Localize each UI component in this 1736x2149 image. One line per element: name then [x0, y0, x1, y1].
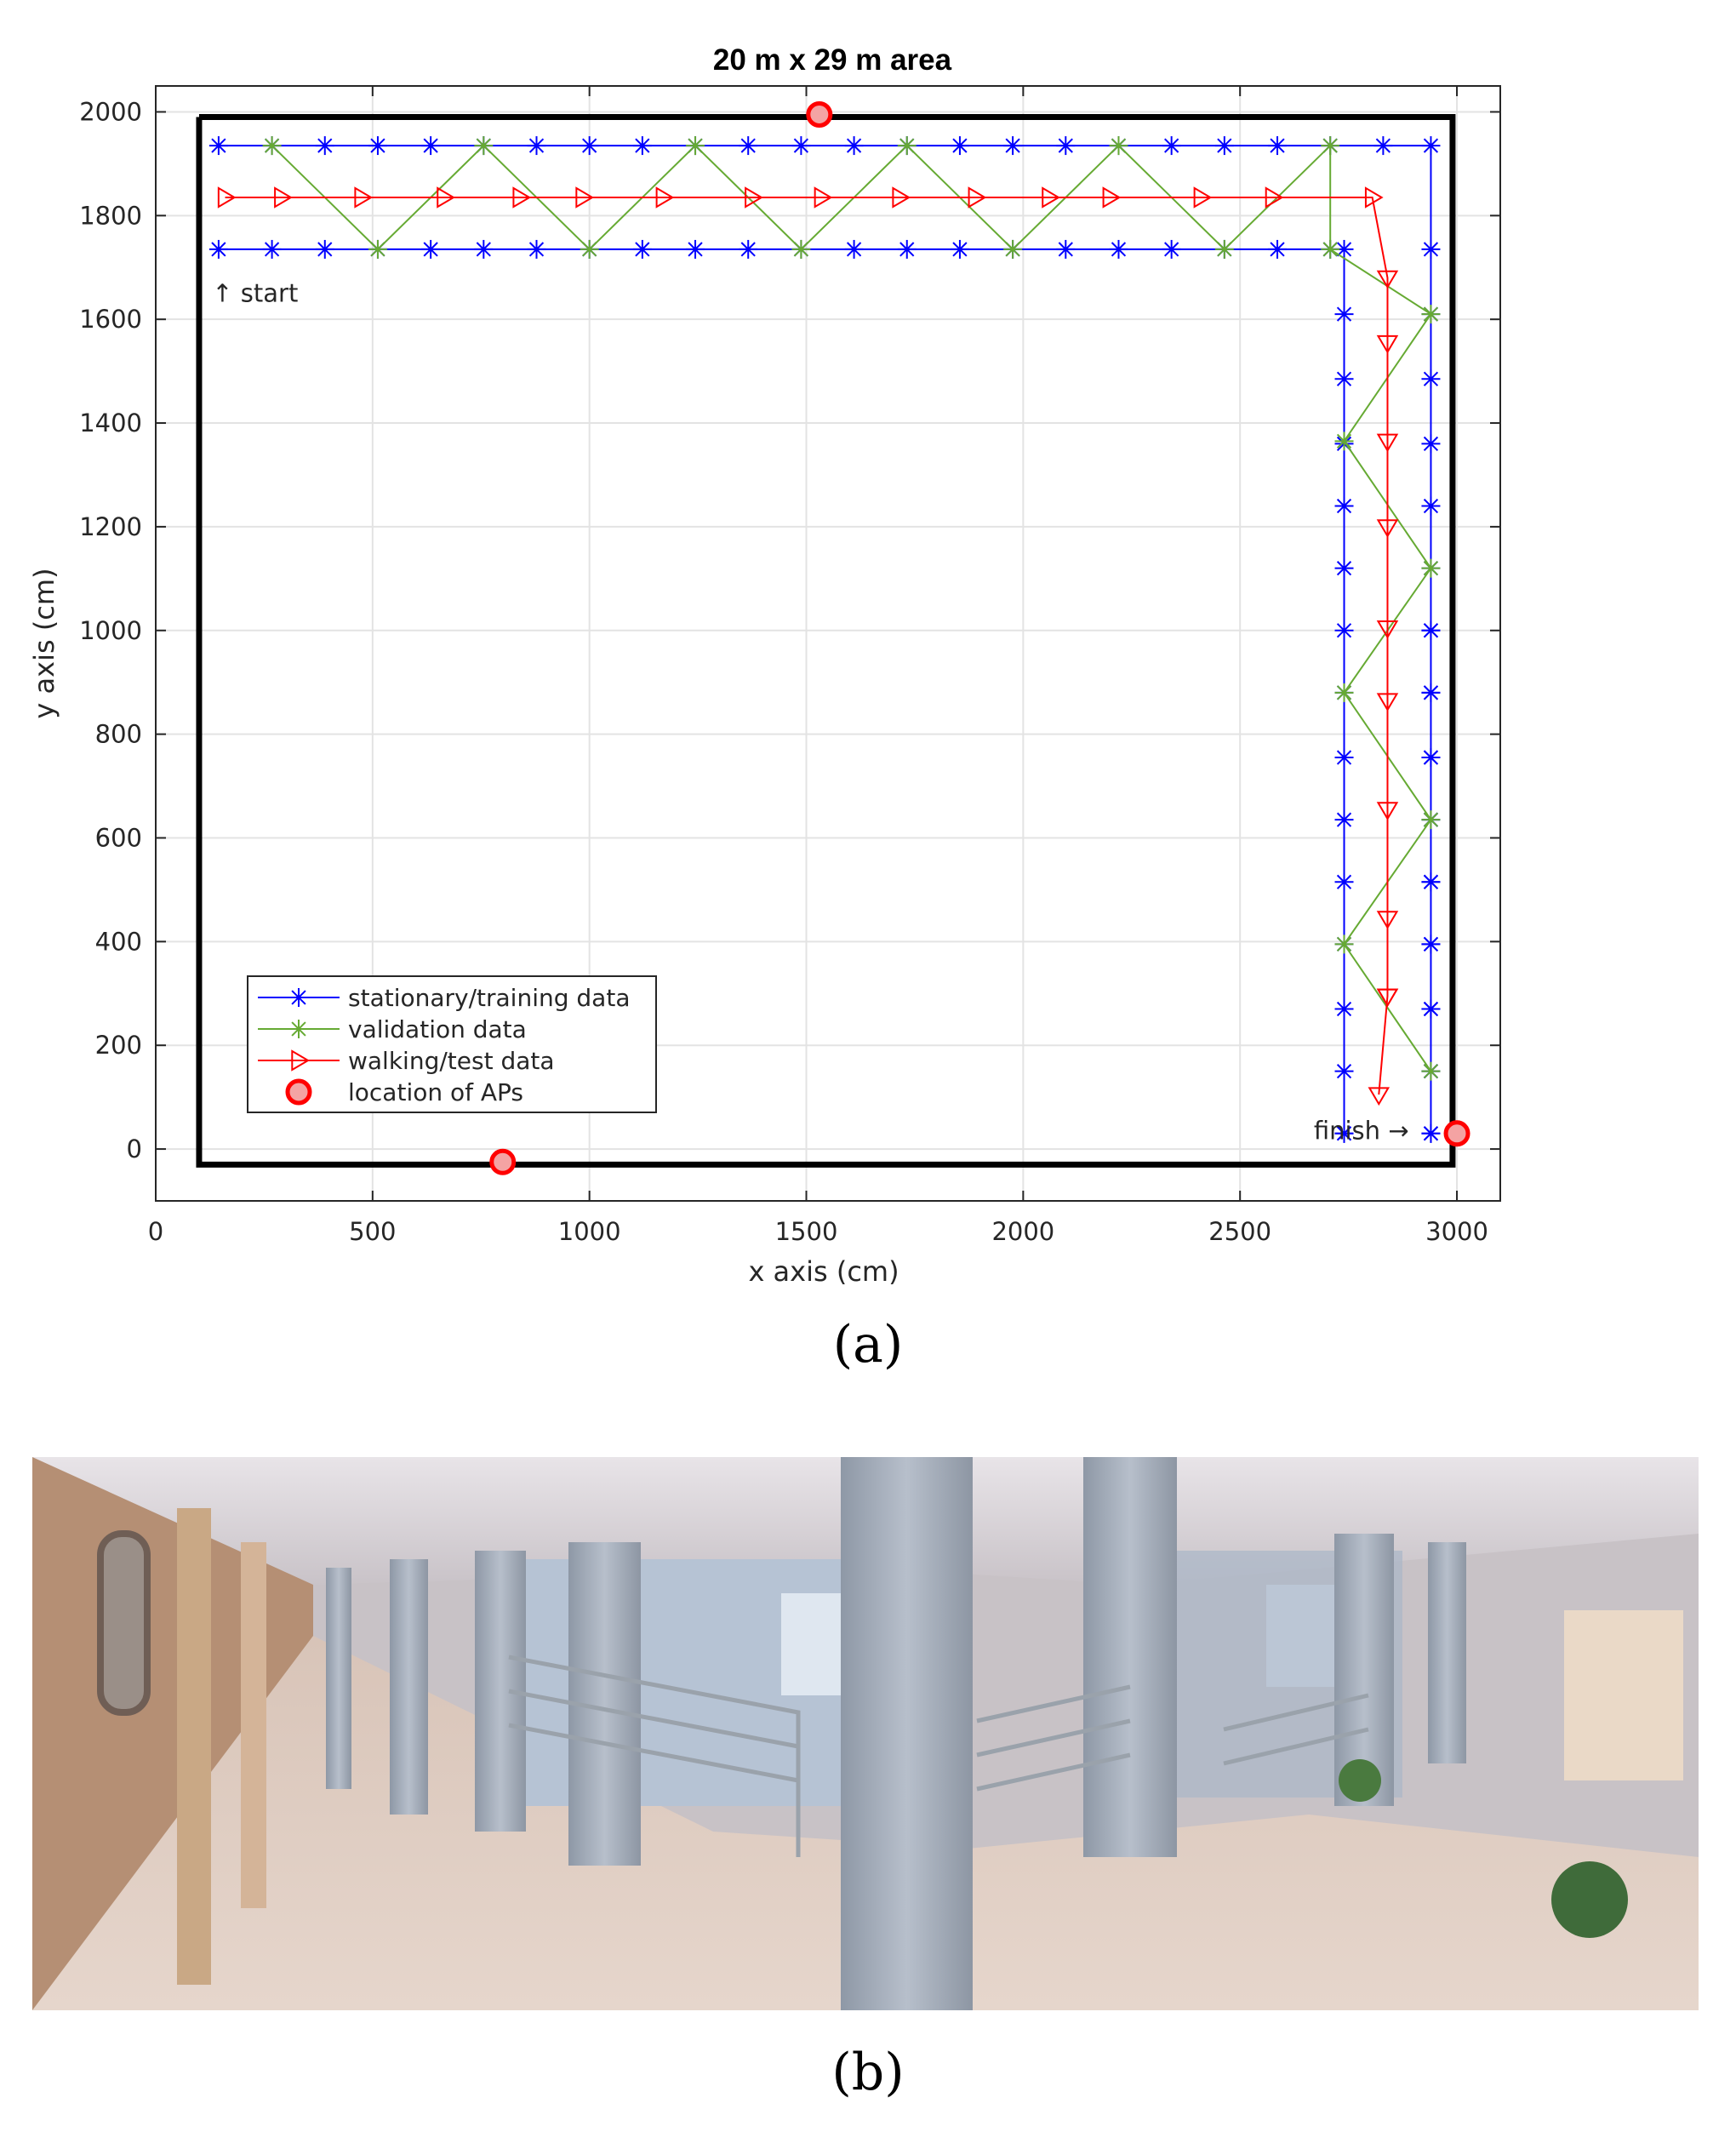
ap-point	[1446, 1123, 1468, 1145]
training-point	[1421, 683, 1440, 702]
training-point	[1421, 497, 1440, 516]
validation-point	[791, 240, 810, 259]
training-point	[845, 136, 864, 155]
training-point	[1421, 621, 1440, 640]
y-tick-label: 1000	[79, 615, 142, 645]
training-point	[1335, 559, 1354, 578]
training-point	[1268, 136, 1287, 155]
legend-label: location of APs	[348, 1078, 524, 1106]
training-point	[1421, 240, 1440, 259]
training-point	[1421, 369, 1440, 388]
training-point	[951, 136, 969, 155]
y-tick-label: 800	[94, 719, 142, 749]
legend-label: stationary/training data	[348, 984, 631, 1012]
validation-point	[368, 240, 387, 259]
validation-point	[1321, 240, 1339, 259]
training-point	[1056, 240, 1075, 259]
y-axis-label: y axis (cm)	[28, 568, 60, 719]
x-tick-label: 0	[147, 1217, 164, 1246]
training-point	[951, 240, 969, 259]
x-tick-label: 2500	[1208, 1217, 1272, 1246]
panel-label-b: (b)	[831, 2043, 905, 2102]
training-point	[1421, 934, 1440, 953]
training-point	[1056, 136, 1075, 155]
training-point	[263, 240, 282, 259]
training-point	[316, 240, 334, 259]
ap-point	[492, 1151, 514, 1173]
y-tick-label: 1200	[79, 512, 142, 541]
x-tick-label: 1000	[557, 1217, 621, 1246]
y-tick-label: 0	[126, 1135, 142, 1164]
legend-swatch-marker	[288, 1081, 310, 1103]
training-point	[474, 240, 493, 259]
validation-point	[1335, 683, 1354, 702]
y-tick-label: 200	[94, 1031, 142, 1060]
validation-point	[686, 136, 705, 155]
annotation-finish: finish →	[1313, 1116, 1409, 1146]
validation-point	[1109, 136, 1128, 155]
training-point	[633, 240, 652, 259]
training-point	[1003, 136, 1022, 155]
panel-label-a: (a)	[832, 1315, 904, 1375]
training-point	[1421, 872, 1440, 891]
y-tick-label: 1400	[79, 409, 142, 438]
legend-label: validation data	[348, 1015, 527, 1043]
validation-point	[1215, 240, 1234, 259]
y-tick-label: 2000	[79, 97, 142, 127]
training-point	[686, 240, 705, 259]
training-point	[1335, 369, 1354, 388]
training-point	[1335, 621, 1354, 640]
training-point	[421, 240, 440, 259]
x-tick-label: 2000	[991, 1217, 1055, 1246]
training-point	[1421, 1000, 1440, 1019]
x-tick-label: 500	[349, 1217, 397, 1246]
validation-point	[1421, 1062, 1440, 1081]
validation-point	[580, 240, 599, 259]
validation-point	[263, 136, 282, 155]
validation-point	[474, 136, 493, 155]
ap-point	[808, 104, 831, 126]
legend-label: walking/test data	[348, 1047, 555, 1075]
training-point	[1268, 240, 1287, 259]
validation-point	[1421, 559, 1440, 578]
training-point	[1335, 305, 1354, 323]
legend-swatch-marker	[289, 1020, 308, 1038]
training-point	[580, 136, 599, 155]
training-point	[739, 136, 757, 155]
training-point	[1109, 240, 1128, 259]
training-point	[1162, 136, 1181, 155]
training-point	[316, 136, 334, 155]
validation-point	[1003, 240, 1022, 259]
training-point	[1335, 810, 1354, 829]
training-point	[1335, 1062, 1354, 1081]
training-point	[791, 136, 810, 155]
training-point	[1335, 748, 1354, 767]
validation-point	[898, 136, 917, 155]
training-point	[1421, 1124, 1440, 1143]
training-point	[368, 136, 387, 155]
corridor-photo	[32, 1457, 1699, 2010]
training-point	[1215, 136, 1234, 155]
y-tick-label: 1800	[79, 201, 142, 231]
x-tick-label: 3000	[1425, 1217, 1488, 1246]
training-point	[209, 136, 228, 155]
training-point	[527, 240, 545, 259]
legend	[248, 976, 656, 1112]
training-point	[898, 240, 917, 259]
training-point	[845, 240, 864, 259]
annotation-start: ↑ start	[212, 278, 299, 308]
chart-title: 20 m x 29 m area	[712, 43, 952, 77]
training-point	[1335, 1000, 1354, 1019]
training-point	[1421, 434, 1440, 453]
training-point	[1335, 872, 1354, 891]
validation-point	[1335, 432, 1354, 450]
x-tick-label: 1500	[774, 1217, 838, 1246]
training-point	[527, 136, 545, 155]
x-axis-label: x axis (cm)	[748, 1255, 899, 1288]
y-tick-label: 600	[94, 823, 142, 853]
training-point	[1421, 748, 1440, 767]
training-point	[1162, 240, 1181, 259]
training-point	[209, 240, 228, 259]
training-point	[739, 240, 757, 259]
legend-swatch-marker	[289, 988, 308, 1007]
training-point	[1421, 136, 1440, 155]
validation-point	[1421, 305, 1440, 323]
y-tick-label: 1600	[79, 305, 142, 334]
training-point	[1373, 136, 1392, 155]
training-point	[1335, 497, 1354, 516]
y-tick-label: 400	[94, 927, 142, 957]
validation-point	[1321, 136, 1339, 155]
validation-point	[1335, 934, 1354, 953]
training-point	[421, 136, 440, 155]
validation-point	[1421, 810, 1440, 829]
training-point	[633, 136, 652, 155]
